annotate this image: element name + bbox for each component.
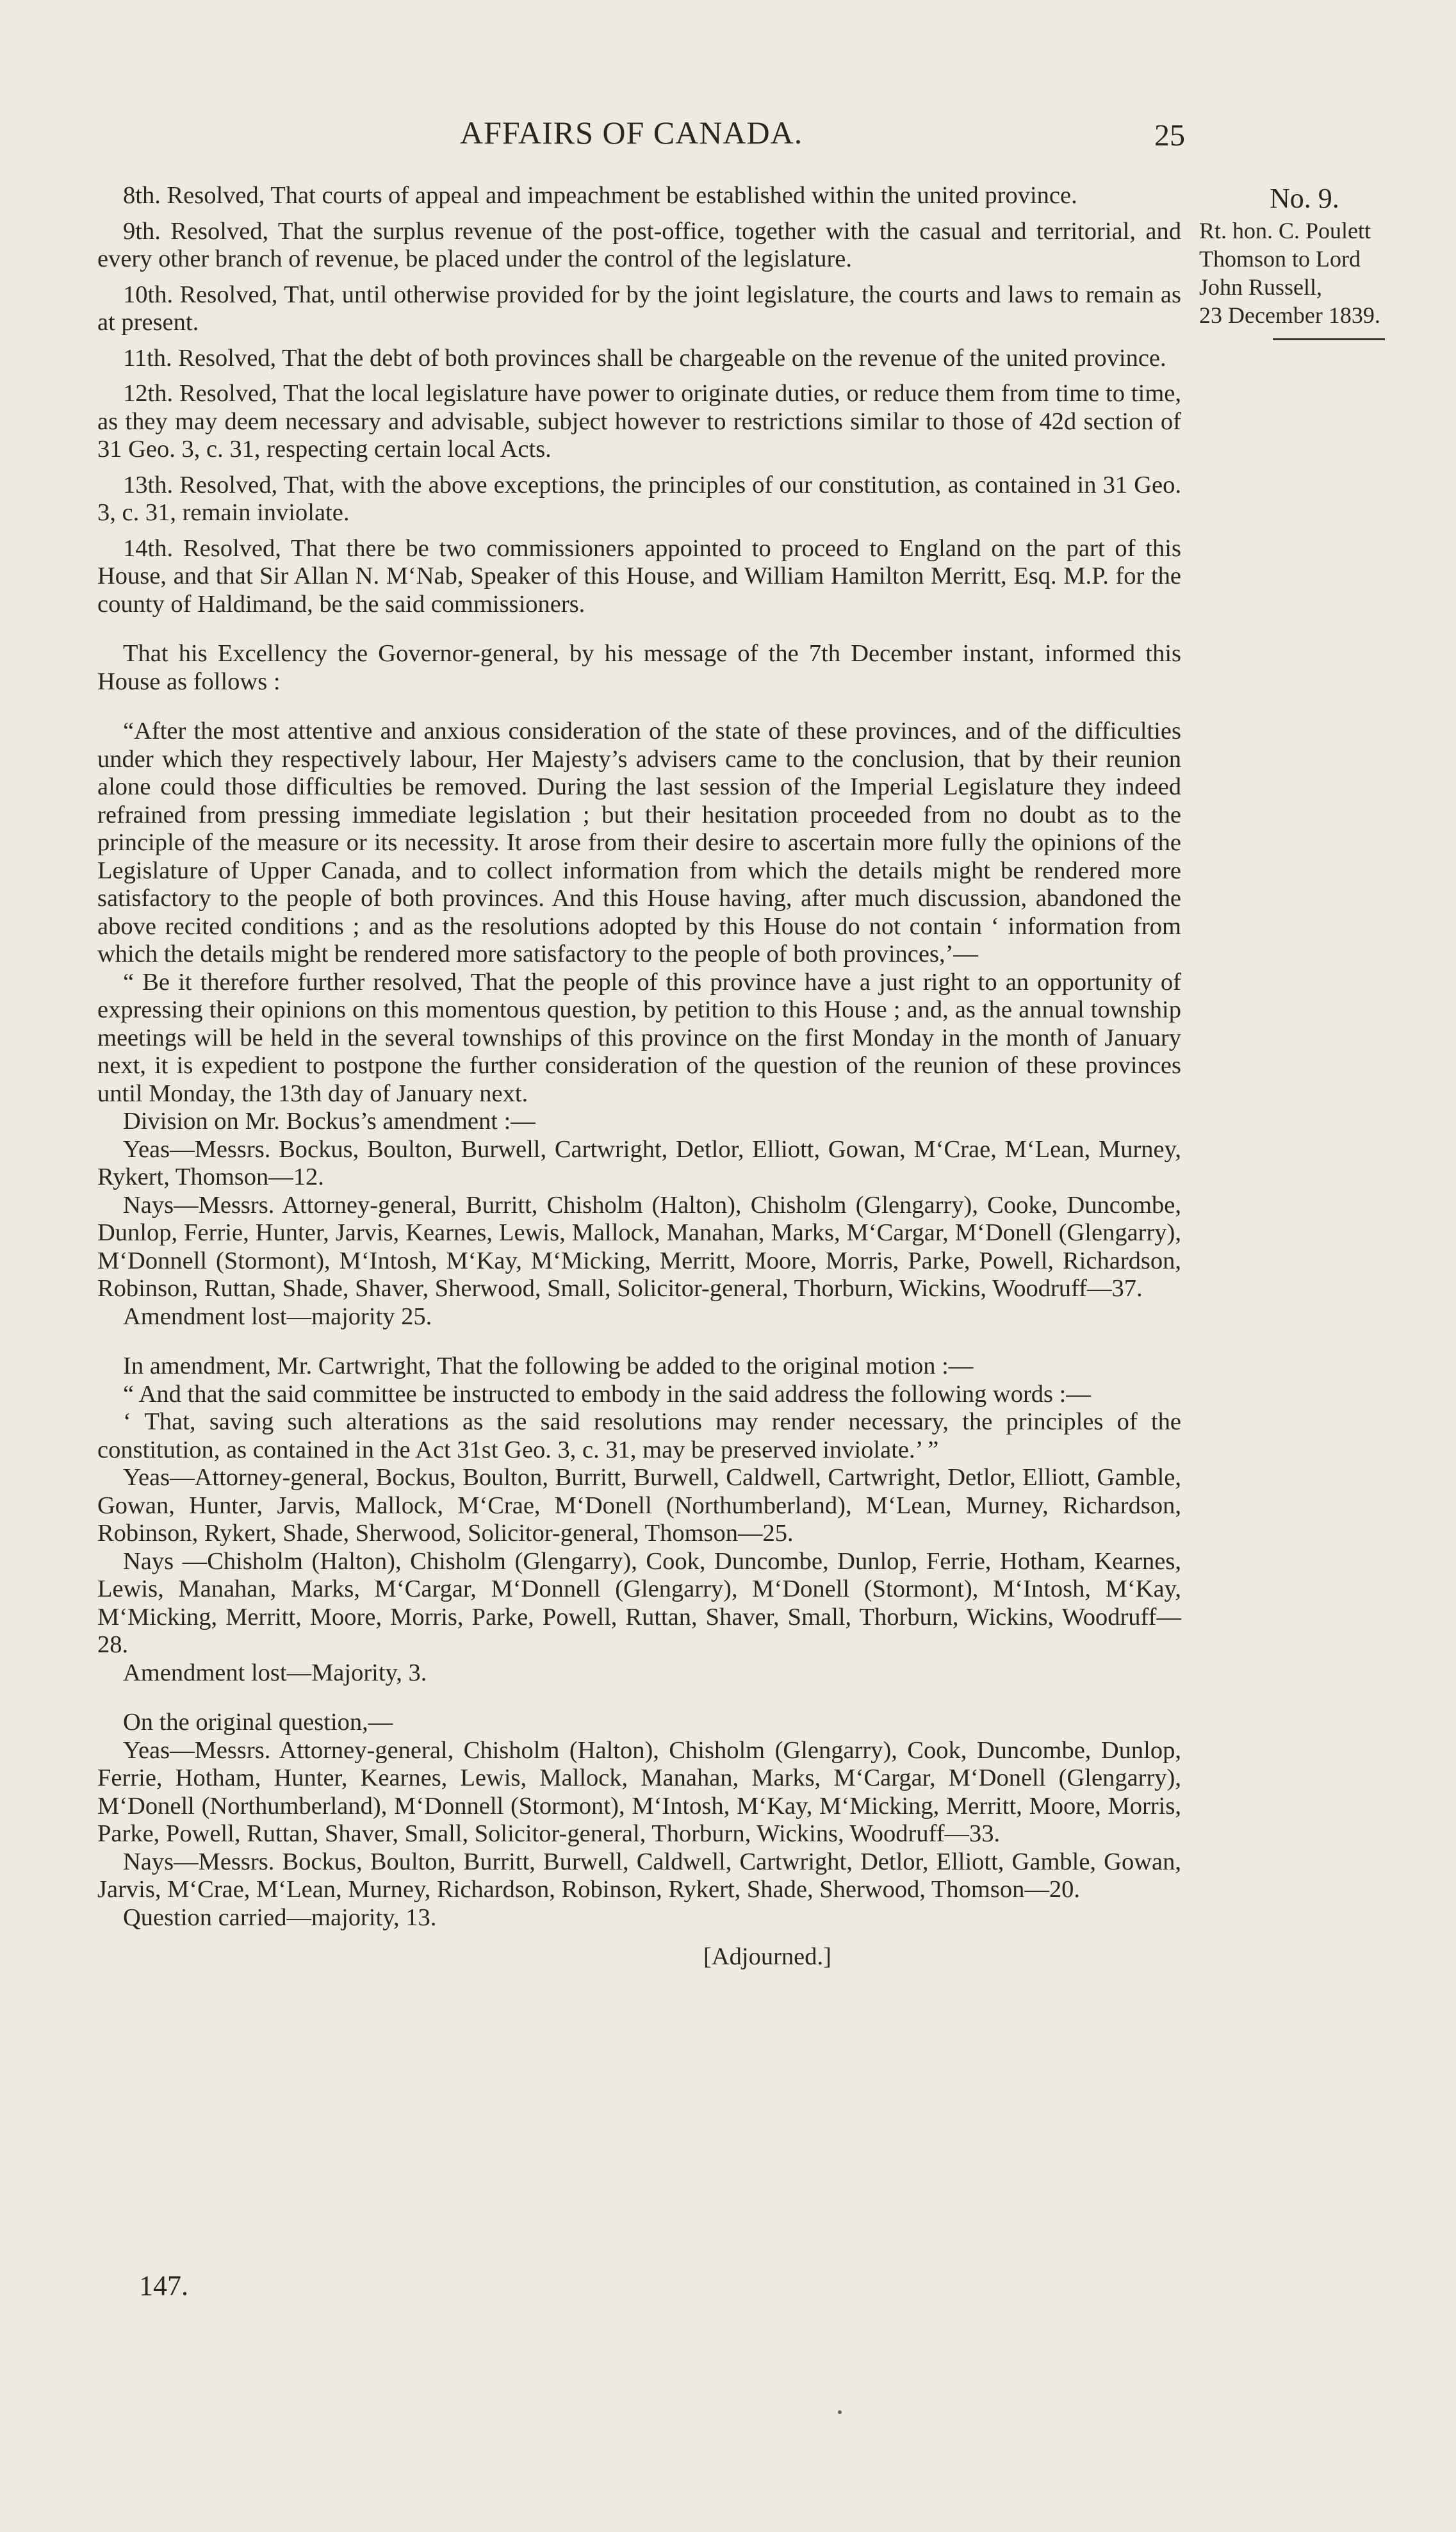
margin-note-line: Rt. hon. C. Poulett bbox=[1199, 218, 1371, 243]
resolution-8: 8th. Resolved, That courts of appeal and impeachment be established within the united province. bbox=[123, 182, 1077, 209]
resolution-10: 10th. Resolved, That, until otherwise provided for by the joint legislature, the courts and laws to remain as at present. bbox=[97, 281, 1181, 336]
quoted-message: “After the most attentive and anxious consideration of the state of these provinces, and of the difficulties under which they respectively labour, Her Majesty’s advisers came to the conclusion, that by their reunion alone could those difficulties be removed. During the last session of the Imperial Legislature they indeed refrained from pressing immediate legislation ; but their hesitation proceeded from no doubt as to the principle of the measure or its necessity. It arose from their desire to ascertain more fully the opinions of the Legislature of Upper Canada, and to collect information from which the details might be rendered more satisfactory to the people of both provinces. And this House having, after much discussion, abandoned the above recited conditions ; and as the resolutions adopted by this House do not contain ‘ information from which the details might be rendered more satisfactory to the people of both provinces,’— bbox=[97, 718, 1181, 967]
document-number: No. 9. bbox=[1270, 183, 1339, 214]
body-text bbox=[97, 182, 1181, 1971]
division-heading: Division on Mr. Bockus’s amendment :— bbox=[123, 1108, 536, 1135]
print-speck bbox=[838, 2410, 842, 2414]
margin-note-rule bbox=[1273, 338, 1385, 340]
page-number: 25 bbox=[1154, 119, 1185, 152]
running-header bbox=[122, 114, 1185, 159]
margin-note-line: Thomson to Lord bbox=[1199, 246, 1361, 272]
resolution-14: 14th. Resolved, That there be two commissioners appointed to proceed to England on the part of this House, and that Sir Allan N. M‘Nab, Speaker of this House, and William Hamilton Merritt, Esq. M.P. for the county of Haldimand, be the said commissioners. bbox=[97, 534, 1181, 618]
margin-note-line: John Russell, bbox=[1199, 274, 1323, 300]
paragraph: In amendment, Mr. Cartwright, That the following be added to the original motion :— bbox=[123, 1352, 974, 1379]
division-nays: Nays—Messrs. Attorney-general, Burritt, Chisholm (Halton), Chisholm (Glengarry), Cooke, Duncombe, Dunlop, Ferrie, Hunter, Jarvis, Kearnes, Lewis, Mallock, Manahan, Marks, M‘Cargar, M‘Donell (Glengarry), M‘Donnell (Stormont), M‘Intosh, M‘Kay, M‘Micking, Merritt, Moore, Morris, Parke, Powell, Richardson, Robinson, Ruttan, Shade, Shaver, Sherwood, Small, Solicitor-general, Thorburn, Wickins, Woodruff—37. bbox=[97, 1191, 1181, 1302]
resolution-12: 12th. Resolved, That the local legislature have power to originate duties, or reduce them from time to time, as they may deem necessary and advisable, subject however to restrictions similar to those of 42d section of 31 Geo. 3, c. 31, respecting certain local Acts. bbox=[97, 380, 1181, 463]
resolution-11: 11th. Resolved, That the debt of both provinces shall be chargeable on the revenue of the united province. bbox=[123, 344, 1166, 372]
resolution-9: 9th. Resolved, That the surplus revenue of the post-office, together with the casual and territorial, and every other branch of revenue, be placed under the control of the legislature. bbox=[97, 217, 1181, 272]
adjourned-note: [Adjourned.] bbox=[703, 1943, 831, 1970]
division-nays: Nays —Chisholm (Halton), Chisholm (Glengarry), Cook, Duncombe, Dunlop, Ferrie, Hotham, Kearnes, Lewis, Manahan, Marks, M‘Cargar, M‘Donnell (Glengarry), M‘Donell (Stormont), M‘Intosh, M‘Kay, M‘Micking, Merritt, Moore, Morris, Parke, Powell, Ruttan, Shaver, Small, Thorburn, Wickins, Woodruff—28. bbox=[97, 1547, 1181, 1658]
signature-mark: 147. bbox=[139, 2270, 188, 2301]
division-yeas: Yeas—Attorney-general, Bockus, Boulton, Burritt, Burwell, Caldwell, Cartwright, Detlor, Elliott, Gamble, Gowan, Hunter, Jarvis, Mallock, M‘Crae, M‘Donell (Northumberland), M‘Lean, Murney, Richardson, Robinson, Rykert, Shade, Sherwood, Solicitor-general, Thomson—25. bbox=[97, 1464, 1181, 1547]
paragraph: On the original question,— bbox=[123, 1709, 393, 1736]
page-title: AFFAIRS OF CANADA. bbox=[460, 115, 803, 151]
division-yeas: Yeas—Messrs. Bockus, Boulton, Burwell, Cartwright, Detlor, Elliott, Gowan, M‘Crae, M‘Lean, Murney, Rykert, Thomson—12. bbox=[97, 1135, 1181, 1190]
resolution-13: 13th. Resolved, That, with the above exceptions, the principles of our constitution, as contained in 31 Geo. 3, c. 31, remain inviolate. bbox=[97, 471, 1181, 526]
paragraph: That his Excellency the Governor-general, by his message of the 7th December instant, informed this House as follows : bbox=[97, 640, 1181, 695]
margin-note-date: 23 December 1839. bbox=[1199, 302, 1380, 328]
division-result: Question carried—majority, 13. bbox=[123, 1903, 437, 1931]
paragraph: “ And that the said committee be instructed to embody in the said address the following words :— bbox=[123, 1380, 1091, 1408]
margin-note bbox=[1199, 185, 1411, 340]
division-result: Amendment lost—Majority, 3. bbox=[123, 1659, 427, 1686]
division-nays: Nays—Messrs. Bockus, Boulton, Burritt, Burwell, Caldwell, Cartwright, Detlor, Elliott, Gamble, Gowan, Jarvis, M‘Crae, M‘Lean, Murney, Richardson, Robinson, Rykert, Shade, Sherwood, Thomson—20. bbox=[97, 1848, 1181, 1903]
division-result: Amendment lost—majority 25. bbox=[123, 1303, 432, 1330]
division-yeas: Yeas—Messrs. Attorney-general, Chisholm (Halton), Chisholm (Glengarry), Cook, Duncombe, Dunlop, Ferrie, Hotham, Hunter, Kearnes, Lewis, Mallock, Manahan, Marks, M‘Cargar, M‘Donell (Glengarry), M‘Donell (Northumberland), M‘Donnell (Stormont), M‘Intosh, M‘Kay, M‘Micking, Merritt, Moore, Morris, Parke, Powell, Ruttan, Shaver, Small, Solicitor-general, Thorburn, Wickins, Woodruff—33. bbox=[97, 1736, 1181, 1847]
paragraph: “ Be it therefore further resolved, That the people of this province have a just right to an opportunity of expressing their opinions on this momentous question, by petition to this House ; and, as the annual township meetings will be held in the several townships of this province on the first Monday in the month of January next, it is expedient to postpone the further consideration of the question of the reunion of these provinces until Monday, the 13th day of January next. bbox=[97, 968, 1181, 1107]
paragraph: ‘ That, saving such alterations as the said resolutions may render necessary, the principles of the constitution, as contained in the Act 31st Geo. 3, c. 31, may be preserved inviolate.’ ” bbox=[97, 1408, 1181, 1463]
